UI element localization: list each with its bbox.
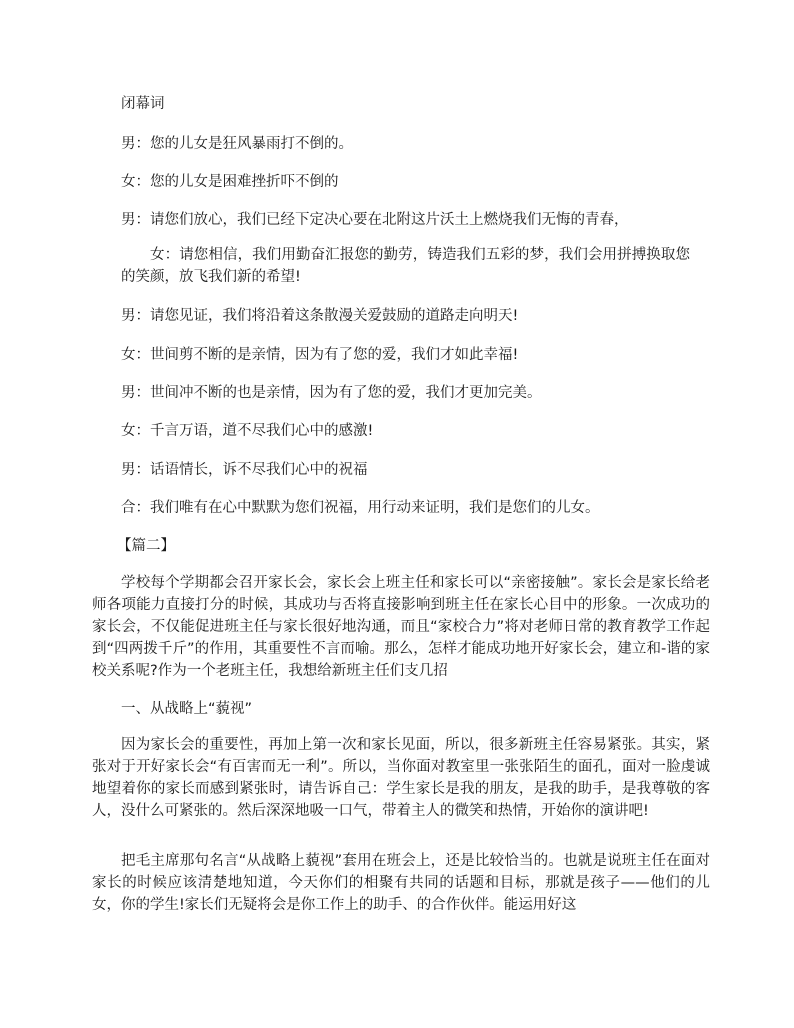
body-paragraph: 因为家长会的重要性，再加上第一次和家长见面，所以，很多新班主任容易紧张。其实，紧张对于开好家长会“有百害而无一利”。所以，当你面对教室里一张张陌生的面孔，面对一脸虔诚地望着你的家长而感到紧张时，请告诉自己：学生家长是我的朋友，是我的助手，是我尊敬的客人，没什么可紧张的。然后深深地吸一口气，带着主人的微笑和热情，开始你的演讲吧! <box>92 737 710 819</box>
subsection-heading: 一、从战略上“藐视” <box>121 701 253 717</box>
dialogue-line: 男：您的儿女是狂风暴雨打不倒的。 <box>121 136 353 152</box>
section-heading: 【篇二】 <box>117 538 175 554</box>
dialogue-line: 女：世间剪不断的是亲情，因为有了您的爱，我们才如此幸福! <box>121 347 519 363</box>
document-title: 闭幕词 <box>121 96 165 112</box>
dialogue-line: 女：千言万语，道不尽我们心中的感激! <box>121 423 374 439</box>
dialogue-line: 男：话语情长，诉不尽我们心中的祝福 <box>121 462 368 478</box>
dialogue-line: 男：请您见证，我们将沿着这条散漫关爱鼓励的道路走向明天! <box>121 308 519 324</box>
dialogue-line: 男：世间冲不断的也是亲情，因为有了您的爱，我们才更加完美。 <box>121 385 542 401</box>
body-paragraph: 把毛主席那句名言“从战略上藐视”套用在班会上，还是比较恰当的。也就是说班主任在面对家长的时候应该清楚地知道，今天你们的相聚有共同的话题和目标，那就是孩子——他们的儿女，你的学生!家长们无疑将会是你工作上的助手、的合作伙伴。能运用好这 <box>92 853 710 913</box>
dialogue-line: 男：请您们放心，我们已经下定决心要在北附这片沃土上燃烧我们无悔的青春， <box>121 212 629 228</box>
dialogue-line: 合：我们唯有在心中默默为您们祝福，用行动来证明，我们是您们的儿女。 <box>121 500 600 516</box>
dialogue-line: 女：您的儿女是困难挫折吓不倒的 <box>121 174 339 190</box>
body-paragraph: 学校每个学期都会召开家长会，家长会上班主任和家长可以“亲密接触”。家长会是家长给老师各项能力直接打分的时候，其成功与否将直接影响到班主任在家长心目中的形象。一次成功的家长会，不仅能促进班主任与家长很好地沟通，而且“家校合力”将对老师日常的教育教学工作起到“四两拨千斤”的作用，其重要性不言而喻。那么，怎样才能成功地开好家长会，建立和-谐的家校关系呢?作为一个老班主任，我想给新班主任们支几招 <box>92 575 710 679</box>
dialogue-line: 女：请您相信，我们用勤奋汇报您的勤劳，铸造我们五彩的梦，我们会用拼搏换取您的笑颜，放飞我们新的希望! <box>121 247 690 285</box>
